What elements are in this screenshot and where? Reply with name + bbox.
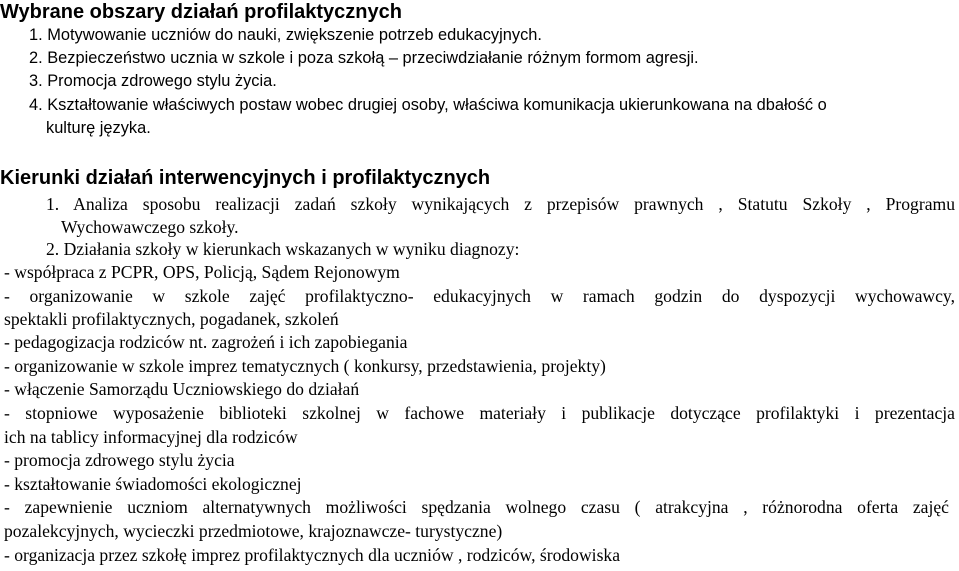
bullet-line-continuation: ich na tablicy informacyjnej dla rodziców [4, 427, 298, 447]
text-line: 1. Analiza sposobu realizacji zadań szkoły wynikających z przepisów prawnych , Statutu Szkoły , Programu [46, 194, 955, 214]
list-item: 2. Bezpieczeństwo ucznia w szkole i poza szkołą – przeciwdziałanie różnym formom agresji. [29, 49, 699, 67]
list-item-continuation: kulturę języka. [46, 119, 151, 137]
bullet-line: - organizowanie w szkole imprez tematycznych ( konkursy, przedstawienia, projekty) [4, 356, 606, 376]
section-heading-prevention-areas: Wybrane obszary działań profilaktycznych [0, 1, 402, 23]
bullet-line-continuation: spektakli profilaktycznych, pogadanek, szkoleń [4, 309, 339, 329]
bullet-line: - zapewnienie uczniom alternatywnych możliwości spędzania wolnego czasu ( atrakcyjna , różnorodna oferta zajęć [4, 497, 949, 517]
bullet-line: - organizowanie w szkole zajęć profilaktyczno- edukacyjnych w ramach godzin do dyspozycji wychowawcy, [4, 286, 955, 306]
bullet-line: - stopniowe wyposażenie biblioteki szkolnej w fachowe materiały i publikacje dotyczące profilaktyki i prezentacja [4, 403, 955, 423]
text-line: 2. Działania szkoły w kierunkach wskazanych w wyniku diagnozy: [46, 239, 520, 259]
bullet-line: - pedagogizacja rodziców nt. zagrożeń i ich zapobiegania [4, 332, 408, 352]
bullet-line: - włączenie Samorządu Uczniowskiego do działań [4, 379, 360, 399]
list-item: 1. Motywowanie uczniów do nauki, zwiększenie potrzeb edukacyjnych. [29, 26, 542, 44]
text-line: Wychowawczego szkoły. [61, 217, 239, 237]
list-item: 3. Promocja zdrowego stylu życia. [29, 72, 277, 90]
bullet-line: - współpraca z PCPR, OPS, Policją, Sądem Rejonowym [4, 262, 400, 282]
bullet-line: - organizacja przez szkołę imprez profilaktycznych dla uczniów , rodziców, środowiska [4, 545, 621, 565]
section-heading-intervention-directions: Kierunki działań interwencyjnych i profilaktycznych [0, 167, 491, 189]
list-item: 4. Kształtowanie właściwych postaw wobec drugiej osoby, właściwa komunikacja ukierunkowana na dbałość o [29, 96, 827, 114]
bullet-line: - promocja zdrowego stylu życia [4, 450, 235, 470]
bullet-line: - kształtowanie świadomości ekologicznej [4, 474, 302, 494]
bullet-line-continuation: pozalekcyjnych, wycieczki przedmiotowe, krajoznawcze- turystyczne) [4, 521, 503, 541]
